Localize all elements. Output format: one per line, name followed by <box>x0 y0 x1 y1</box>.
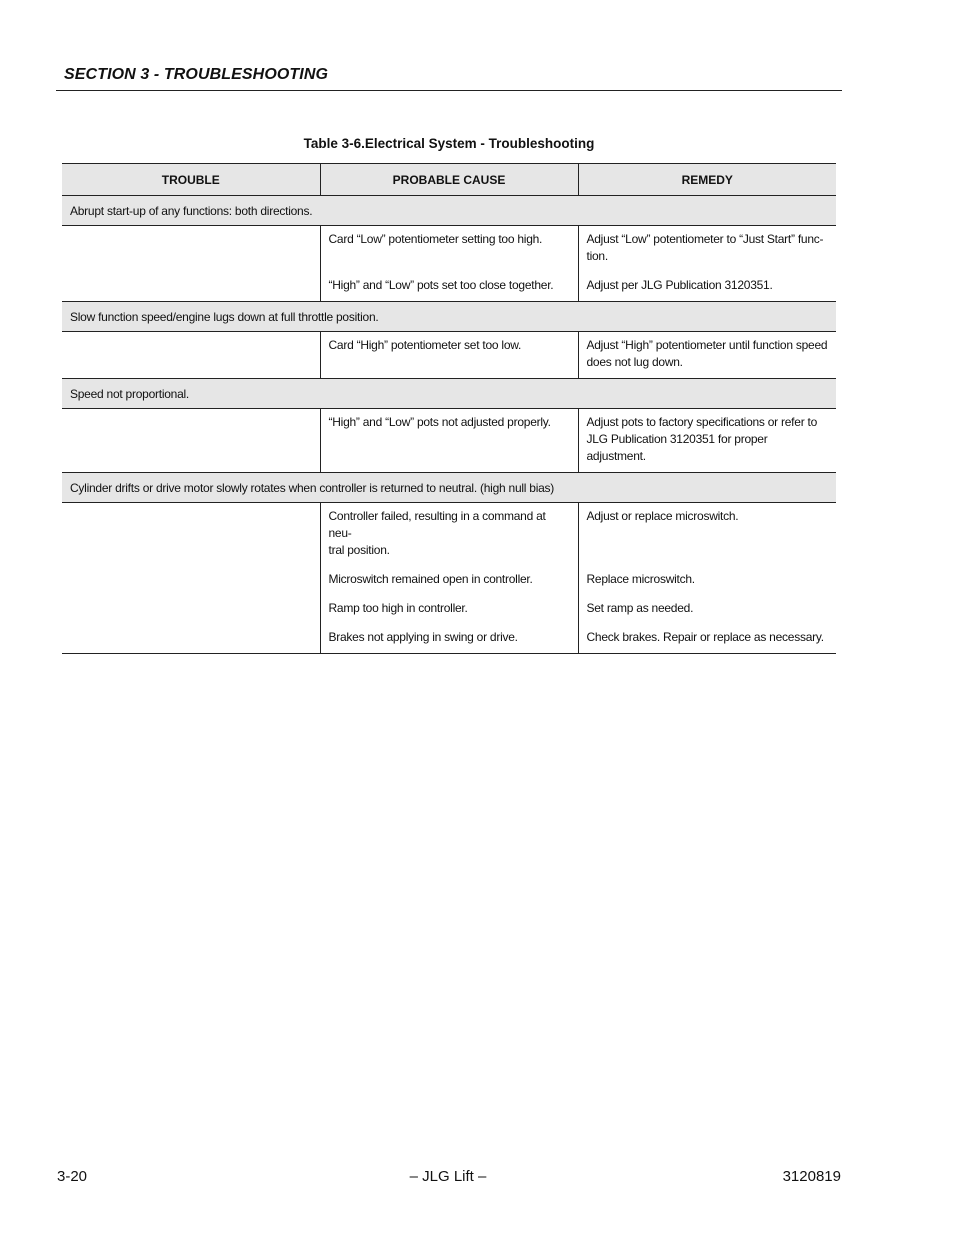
cause-text-line: “High” and “Low” pots set too close together. <box>328 278 554 292</box>
remedy-text-line: Adjust or replace microswitch. <box>586 509 739 523</box>
probable-cause-cell <box>320 588 578 617</box>
remedy-text-line: Adjust “Low” potentiometer to “Just Start” func- <box>586 232 824 246</box>
cause-remedy-row <box>62 503 836 560</box>
remedy-text-line: does not lug down. <box>586 355 683 369</box>
remedy-cell <box>578 226 836 266</box>
remedy-text-line: Replace microswitch. <box>586 572 695 586</box>
probable-cause-cell <box>320 409 578 473</box>
remedy-text-line: Check brakes. Repair or replace as necessary. <box>586 630 824 644</box>
troubleshooting-table <box>62 163 836 654</box>
trouble-blank-cell <box>62 588 320 617</box>
trouble-blank-cell <box>62 559 320 588</box>
remedy-text-line: Set ramp as needed. <box>586 601 694 615</box>
remedy-cell <box>578 332 836 379</box>
trouble-blank-cell <box>62 409 320 473</box>
remedy-cell <box>578 617 836 654</box>
cause-remedy-row <box>62 226 836 266</box>
cause-text-line: Controller failed, resulting in a command at neu- <box>328 509 546 540</box>
trouble-row <box>62 196 836 226</box>
probable-cause-cell <box>320 503 578 560</box>
remedy-cell <box>578 265 836 302</box>
trouble-blank-cell <box>62 226 320 266</box>
remedy-text-line: Adjust “High” potentiometer until function speed <box>586 338 828 352</box>
remedy-cell <box>578 559 836 588</box>
trouble-row <box>62 379 836 409</box>
probable-cause-cell <box>320 332 578 379</box>
section-title: SECTION 3 - TROUBLESHOOTING <box>64 66 329 83</box>
trouble-blank-cell <box>62 503 320 560</box>
remedy-cell <box>578 409 836 473</box>
cause-text-line: Card “High” potentiometer set too low. <box>328 338 522 352</box>
column-header-probable-cause: PROBABLE CAUSE <box>320 164 578 196</box>
trouble-blank-cell <box>62 617 320 654</box>
column-header-remedy: REMEDY <box>578 164 836 196</box>
column-header-trouble: TROUBLE <box>62 164 320 196</box>
trouble-row <box>62 302 836 332</box>
cause-remedy-row <box>62 588 836 617</box>
document-number: 3120819 <box>782 1168 841 1185</box>
section-header <box>56 64 842 91</box>
trouble-description: Speed not proportional. <box>62 379 836 409</box>
probable-cause-cell <box>320 265 578 302</box>
remedy-cell <box>578 588 836 617</box>
cause-text-line: Card “Low” potentiometer setting too high. <box>328 232 543 246</box>
cause-text-line: tral position. <box>328 543 390 557</box>
remedy-text-line: Adjust pots to factory specifications or refer to <box>586 415 818 429</box>
table-caption: Table 3-6.Electrical System - Troubleshooting <box>303 136 595 151</box>
cause-remedy-row <box>62 617 836 654</box>
table-body <box>62 196 836 654</box>
trouble-description: Abrupt start-up of any functions: both directions. <box>62 196 836 226</box>
cause-text-line: Microswitch remained open in controller. <box>328 572 533 586</box>
remedy-cell <box>578 503 836 560</box>
cause-remedy-row <box>62 265 836 302</box>
cause-text-line: Brakes not applying in swing or drive. <box>328 630 518 644</box>
footer-publisher: – JLG Lift – <box>409 1168 487 1185</box>
cause-text-line: “High” and “Low” pots not adjusted properly. <box>328 415 551 429</box>
remedy-text-line: Adjust per JLG Publication 3120351. <box>586 278 773 292</box>
cause-text-line: Ramp too high in controller. <box>328 601 468 615</box>
trouble-description: Cylinder drifts or drive motor slowly rotates when controller is returned to neutral. (high null bias) <box>62 473 836 503</box>
probable-cause-cell <box>320 226 578 266</box>
cause-remedy-row <box>62 332 836 379</box>
trouble-blank-cell <box>62 265 320 302</box>
page-number: 3-20 <box>57 1168 88 1185</box>
table-header-row <box>62 164 836 196</box>
cause-remedy-row <box>62 559 836 588</box>
trouble-blank-cell <box>62 332 320 379</box>
probable-cause-cell <box>320 559 578 588</box>
probable-cause-cell <box>320 617 578 654</box>
remedy-text-line: tion. <box>586 249 608 263</box>
cause-remedy-row <box>62 409 836 473</box>
trouble-row <box>62 473 836 503</box>
remedy-text-line: JLG Publication 3120351 for proper adjustment. <box>586 432 768 463</box>
trouble-description: Slow function speed/engine lugs down at full throttle position. <box>62 302 836 332</box>
